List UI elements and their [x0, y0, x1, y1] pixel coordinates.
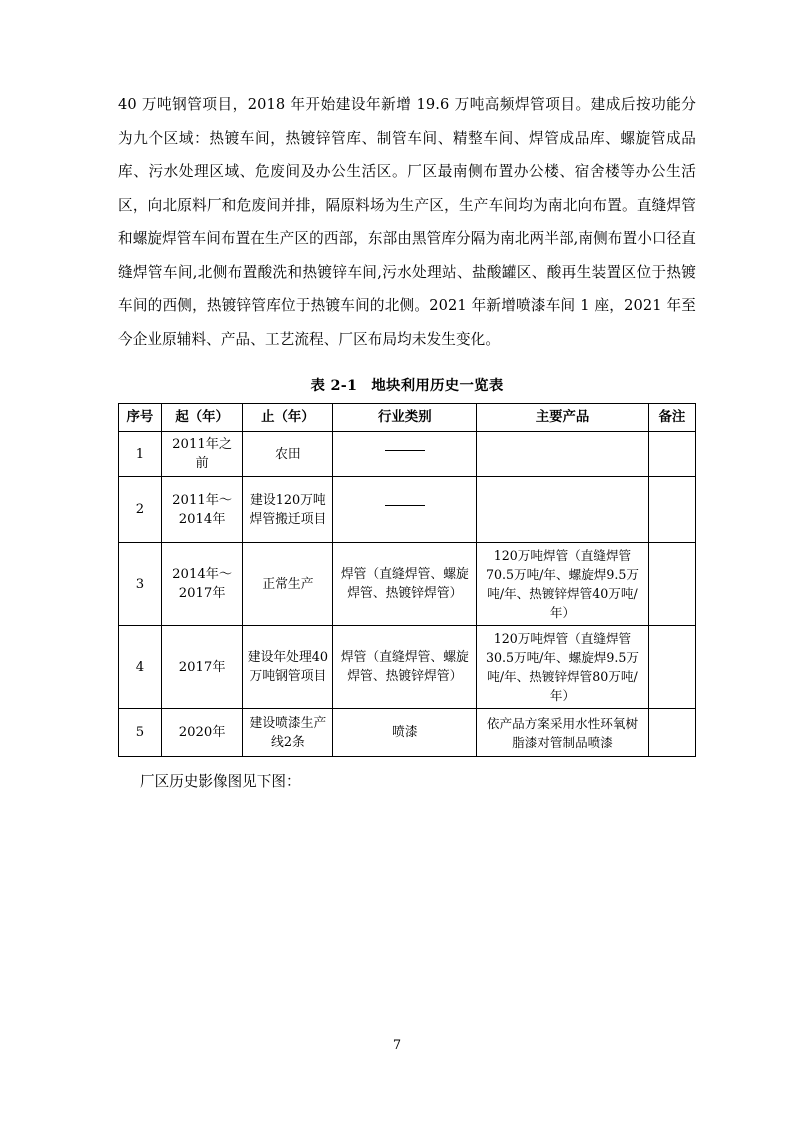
table-row [119, 543, 696, 626]
table-header-cell: 序号 [119, 404, 162, 432]
row-number: 4 [119, 626, 162, 709]
table-header-cell: 止（年） [243, 404, 333, 432]
dash-line [385, 505, 425, 506]
row-number: 1 [119, 432, 162, 477]
table-row [119, 709, 696, 757]
row-start-year: 2017年 [161, 626, 243, 709]
row-number: 5 [119, 709, 162, 757]
table-header-cell: 备注 [648, 404, 695, 432]
row-product [477, 432, 649, 477]
row-product: 120万吨焊管（直缝焊管70.5万吨/年、螺旋焊9.5万吨/年、热镀锌焊管40万吨/年） [477, 543, 649, 626]
row-number: 2 [119, 477, 162, 543]
row-start-year: 2020年 [161, 709, 243, 757]
row-product [477, 477, 649, 543]
row-category: 喷漆 [333, 709, 477, 757]
row-category: 焊管（直缝焊管、螺旋焊管、热镀锌焊管） [333, 626, 477, 709]
row-category [333, 432, 477, 477]
table-header-cell: 主要产品 [477, 404, 649, 432]
row-stop: 建设喷漆生产线2条 [243, 709, 333, 757]
row-stop: 建设年处理40万吨钢管项目 [243, 626, 333, 709]
row-remark [648, 432, 695, 477]
table-caption-number: 表 2-1 [310, 377, 358, 394]
row-stop: 正常生产 [243, 543, 333, 626]
row-product: 120万吨焊管（直缝焊管30.5万吨/年、螺旋焊9.5万吨/年、热镀锌焊管80万吨/年） [477, 626, 649, 709]
table-row [119, 432, 696, 477]
row-stop: 农田 [243, 432, 333, 477]
after-table-text: 厂区历史影像图见下图： [140, 773, 301, 790]
row-start-year: 2011年之前 [161, 432, 243, 477]
dash-line [385, 450, 425, 451]
row-category [333, 477, 477, 543]
row-stop: 建设120万吨焊管搬迁项目 [243, 477, 333, 543]
table-header-row [119, 404, 696, 432]
row-remark [648, 709, 695, 757]
page-content [118, 88, 696, 797]
row-product: 依产品方案采用水性环氧树脂漆对管制品喷漆 [477, 709, 649, 757]
row-remark [648, 626, 695, 709]
table-row [119, 477, 696, 543]
row-remark [648, 477, 695, 543]
row-category: 焊管（直缝焊管、螺旋焊管、热镀锌焊管） [333, 543, 477, 626]
row-start-year: 2011年～2014年 [161, 477, 243, 543]
table-caption-title: 地块利用历史一览表 [371, 377, 504, 394]
table-row [119, 626, 696, 709]
table-header-cell: 行业类别 [333, 404, 477, 432]
body-paragraph: 40 万吨钢管项目，2018 年开始建设年新增 19.6 万吨高频焊管项目。建成后按功能分为九个区域：热镀车间，热镀锌管库、制管车间、精整车间、焊管成品库、螺旋管成品库、污水处理区域、危废间及办公生活区。厂区最南侧布置办公楼、宿舍楼等办公生活区，向北原料厂和危废间并排，隔原料场为生产区，生产车间均为南北向布置。直缝焊管和螺旋焊管车间布置在生产区的西部，东部由黑管库分隔为南北两半部,南侧布置小口径直缝焊管车间,北侧布置酸洗和热镀锌车间,污水处理站、盐酸罐区、酸再生装置区位于热镀车间的西侧，热镀锌管库位于热镀车间的北侧。2021 年新增喷漆车间 1 座，2021 年至今企业原辅料、产品、工艺流程、厂区布局均未发生变化。 [118, 96, 696, 348]
row-start-year: 2014年～2017年 [161, 543, 243, 626]
row-number: 3 [119, 543, 162, 626]
row-remark [648, 543, 695, 626]
page-number: 7 [392, 1038, 402, 1053]
table-caption [118, 374, 696, 395]
table-header-cell: 起（年） [161, 404, 243, 432]
land-use-history-table [118, 403, 696, 757]
